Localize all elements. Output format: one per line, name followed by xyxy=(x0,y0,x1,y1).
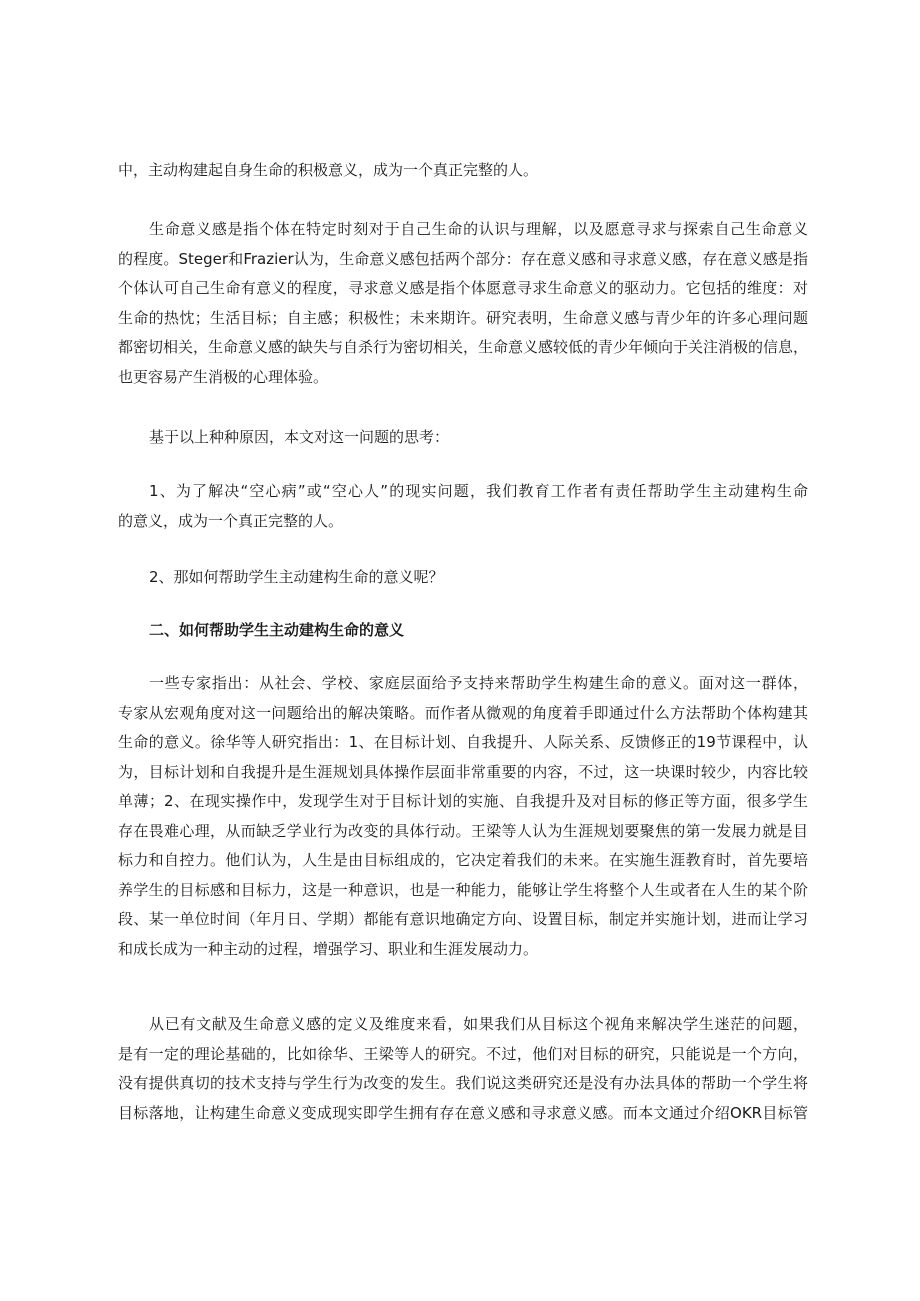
text-line: 标力和自控力。他们认为，人生是由目标组成的，它决定着我们的未来。在实施生涯教育时，首先要培 xyxy=(118,851,808,869)
text-line: 个体认可自己生命有意义的程度，寻求意义感是指个体愿意寻求生命意义的驱动力。它包括的维度：对 xyxy=(118,279,808,297)
text-line: 和成长成为一种主动的过程，增强学习、职业和生涯发展动力。 xyxy=(118,939,539,958)
text-line: 存在畏难心理，从而缺乏学业行为改变的具体行动。王梁等人认为生涯规划要聚焦的第一发展力就是目 xyxy=(118,821,808,840)
text-line: 生命的意义。徐华等人研究指出：1、在目标计划、自我提升、人际关系、反馈修正的19节课程中，认 xyxy=(118,733,808,751)
text-line: 目标落地，让构建生命意义变成现实即学生拥有存在意义感和寻求意义感。而本文通过介绍OKR目标管 xyxy=(118,1103,808,1122)
text-line: 1、为了解决“空心病”或“空心人”的现实问题，我们教育工作者有责任帮助学生主动建构生命 xyxy=(149,482,808,500)
paragraph-point-1 xyxy=(118,477,808,536)
paragraph-reasons xyxy=(118,423,808,453)
paragraph-literature-analysis xyxy=(118,1010,808,1128)
paragraph-point-2 xyxy=(118,563,808,593)
text-line: 生命的热忱；生活目标；自主感；积极性；未来期许。研究表明，生命意义感与青少年的许多心理问题 xyxy=(118,308,808,327)
text-line: 都密切相关，生命意义感的缺失与自杀行为密切相关，生命意义感较低的青少年倾向于关注消极的信息， xyxy=(118,338,809,356)
text-line: 也更容易产生消极的心理体验。 xyxy=(118,367,329,386)
paragraph-meaning-of-life-definition xyxy=(118,215,808,392)
text-line: 没有提供真切的技术支持与学生行为改变的发生。我们说这类研究还是没有办法具体的帮助一个学生将 xyxy=(118,1074,808,1092)
text-line: 段、某一单位时间（年月日、学期）都能有意识地确定方向、设置目标，制定并实施计划，进而让学习 xyxy=(118,910,808,928)
text-line: 中，主动构建起自身生命的积极意义，成为一个真正完整的人。 xyxy=(118,161,539,179)
text-line: 的意义，成为一个真正完整的人。 xyxy=(118,511,344,530)
text-line: 单薄；2、在现实操作中，发现学生对于目标计划的实施、自我提升及对目标的修正等方面，很多学生 xyxy=(118,792,808,810)
text-line: 为，目标计划和自我提升是生涯规划具体操作层面非常重要的内容，不过，这一块课时较少，内容比较 xyxy=(118,762,808,781)
text-line: 是有一定的理论基础的，比如徐华、王梁等人的研究。不过，他们对目标的研究，只能说是一个方向， xyxy=(118,1044,808,1063)
text-line: 的程度。Steger和Frazier认为，生命意义感包括两个部分：存在意义感和寻求意义感，存在意义感是指 xyxy=(118,249,808,268)
text-line: 2、那如何帮助学生主动建构生命的意义呢？ xyxy=(149,568,444,586)
text-line: 基于以上种种原因，本文对这一问题的思考： xyxy=(149,428,450,446)
section-heading: 二、如何帮助学生主动建构生命的意义 xyxy=(149,621,405,639)
text-line: 一些专家指出：从社会、学校、家庭层面给予支持来帮助学生构建生命的意义。面对这一群体， xyxy=(149,674,808,692)
text-line: 生命意义感是指个体在特定时刻对于自己生命的认识与理解，以及愿意寻求与探索自己生命意义 xyxy=(149,220,808,238)
paragraph-expert-views xyxy=(118,669,808,964)
paragraph-continuation xyxy=(118,156,808,186)
text-line: 从已有文献及生命意义感的定义及维度来看，如果我们从目标这个视角来解决学生迷茫的问题， xyxy=(149,1015,808,1033)
text-line: 养学生的目标感和目标力，这是一种意识，也是一种能力，能够让学生将整个人生或者在人生的某个阶 xyxy=(118,880,808,899)
text-line: 专家从宏观角度对这一问题给出的解决策略。而作者从微观的角度着手即通过什么方法帮助个体构建其 xyxy=(118,703,808,722)
